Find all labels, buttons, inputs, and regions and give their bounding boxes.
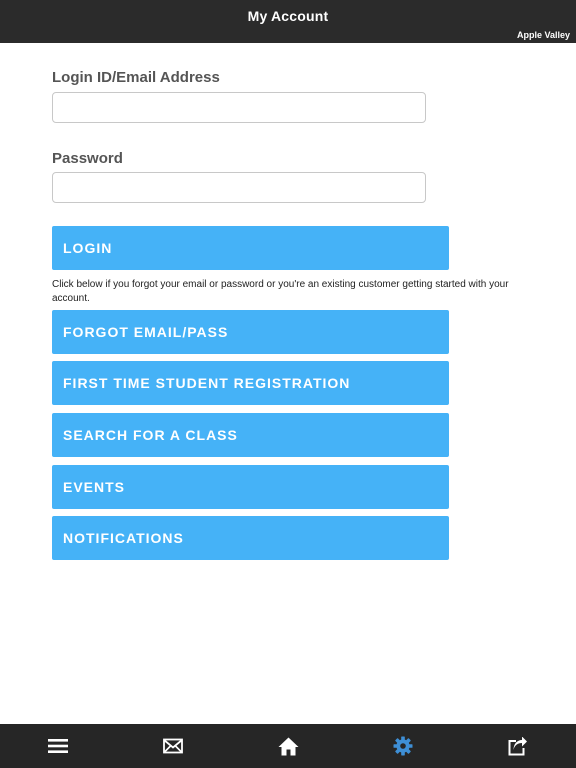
search-class-button[interactable] [52, 413, 449, 457]
forgot-email-pass-label: FORGOT EMAIL/PASS [63, 324, 229, 340]
share-icon[interactable] [507, 735, 529, 757]
location-label: Apple Valley [516, 30, 570, 40]
forgot-email-pass-button[interactable] [52, 310, 449, 354]
notifications-label: NOTIFICATIONS [63, 530, 184, 546]
login-button[interactable] [52, 226, 449, 270]
password-input[interactable] [52, 172, 426, 203]
help-text: Click below if you forgot your email or password or you're an existing customer getting started with your account. [52, 279, 509, 304]
header-bar [0, 0, 576, 43]
first-time-registration-label: FIRST TIME STUDENT REGISTRATION [63, 375, 351, 391]
bottom-toolbar [0, 724, 576, 768]
mail-icon[interactable] [162, 735, 184, 757]
password-label: Password [52, 150, 123, 167]
menu-icon[interactable] [47, 735, 69, 757]
gear-icon[interactable] [392, 735, 414, 757]
login-id-input[interactable] [52, 92, 426, 123]
search-class-label: SEARCH FOR A CLASS [63, 427, 238, 443]
first-time-registration-button[interactable] [52, 361, 449, 405]
notifications-button[interactable] [52, 516, 449, 560]
home-icon[interactable] [277, 735, 299, 757]
events-button[interactable] [52, 465, 449, 509]
login-id-label: Login ID/Email Address [52, 69, 220, 86]
page-title: My Account [247, 8, 329, 24]
login-button-label: LOGIN [63, 240, 113, 256]
events-label: EVENTS [63, 479, 126, 495]
